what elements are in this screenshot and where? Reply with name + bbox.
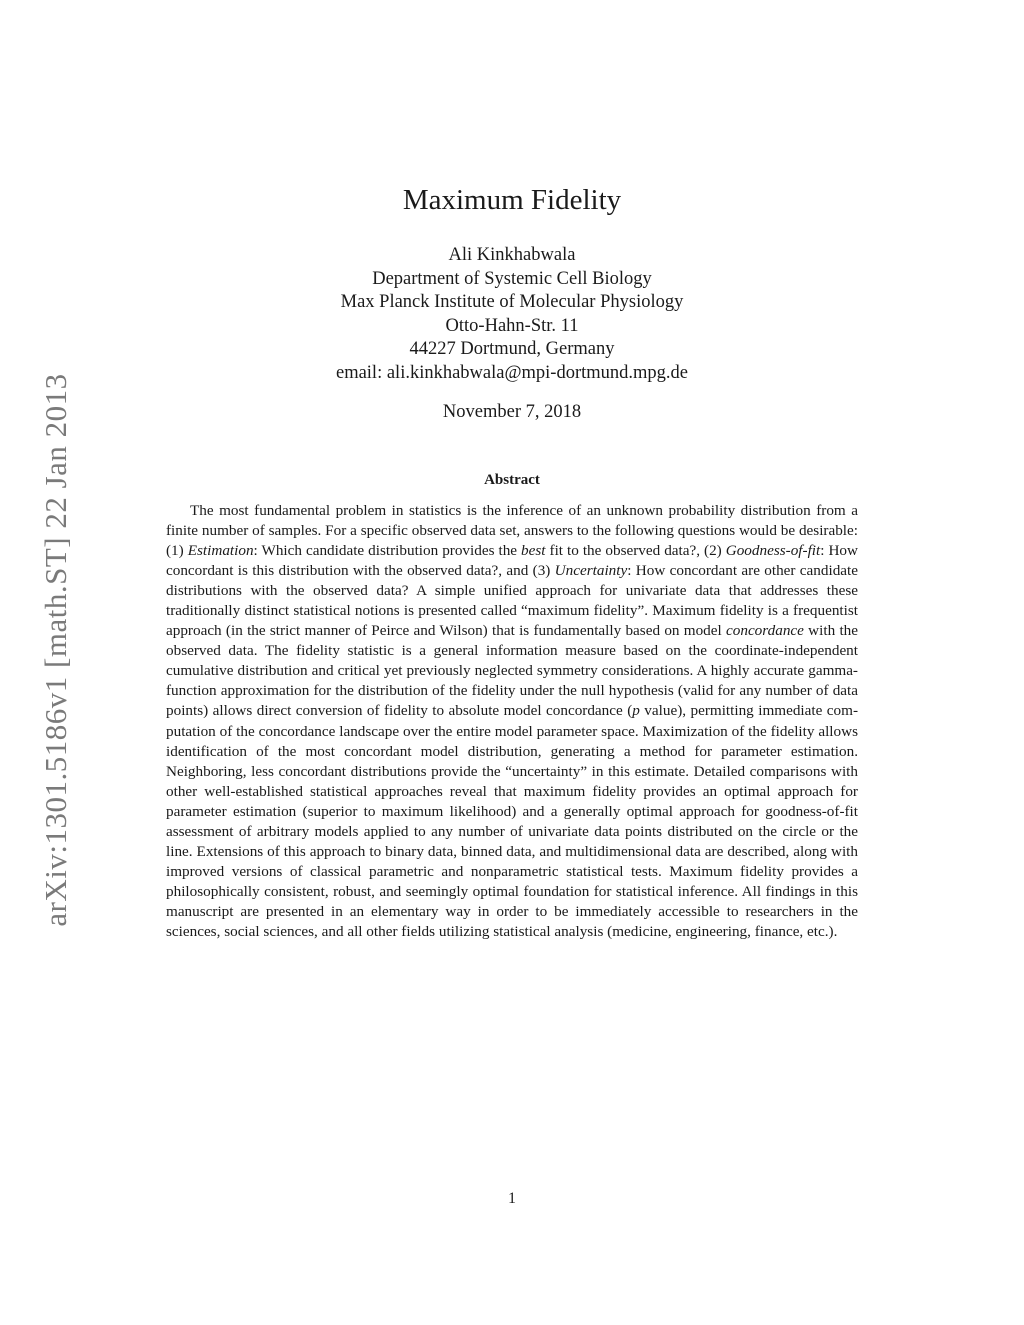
author-email: email: ali.kinkhabwala@mpi-dortmund.mpg.de — [335, 362, 688, 383]
author-name: Ali Kinkhabwala — [448, 245, 576, 265]
page-number: 1 — [508, 1190, 516, 1207]
abstract-text: The most fundamental problem in statistics is the inference of an unknown probability distribution from a finite number of samples. For a specific observed data set, answers to the following questions would be desirable: (1) — [166, 502, 858, 560]
author-street: Otto-Hahn-Str. 11 — [445, 315, 579, 336]
paper-title: Maximum Fidelity — [402, 184, 622, 216]
abstract-emphasis-concordance: concordance — [726, 622, 804, 640]
abstract-text: : How concordant is this distribution with the observed data?, and (3) — [166, 542, 858, 580]
arxiv-identifier-stamp: arXiv:1301.5186v1 [math.ST] 22 Jan 2013 — [38, 373, 73, 927]
author-institute: Max Planck Institute of Molecular Physiology — [340, 292, 684, 312]
abstract-emphasis-uncertainty: Uncertainty — [554, 562, 628, 580]
abstract-text: fit to the observed data?, (2) — [545, 542, 726, 560]
author-block — [0, 244, 1024, 385]
abstract-emphasis-estimation: Estimation — [187, 542, 254, 560]
abstract-body — [166, 501, 858, 942]
abstract-emphasis-goodness-of-fit: Goodness-of-fit — [725, 542, 821, 560]
author-department: Department of Systemic Cell Biology — [372, 268, 652, 289]
abstract-text: with the observed data. The fidelity statistic is a general information measure based on the coordinate-independent cumulative distribution and critical yet previously neglected symmetry considerations. A highly accurate gamma-function approximation for the distribution of the fidelity under the null hypothesis (valid for any number of data points) allows direct conversion of fidelity to absolute model concordance ( — [166, 622, 858, 720]
abstract-text: : Which candidate distribution provides the — [253, 542, 522, 560]
abstract-heading: Abstract — [484, 472, 540, 488]
paper-date: November 7, 2018 — [442, 402, 582, 422]
abstract-emphasis-best: best — [521, 542, 546, 560]
abstract-text: : How concordant are other candidate distributions with the observed data? A simple unified approach for univariate data that addresses these traditionally distinct statistical notions is presented called “maximum fidelity”. Maximum fidelity is a frequentist approach (in the strict manner of Peirce and Wilson) that is fundamentally based on model — [166, 562, 858, 640]
author-city: 44227 Dortmund, Germany — [409, 339, 615, 359]
abstract-emphasis-p: p — [632, 702, 640, 720]
abstract-text: value), permitting immediate computation of the concordance landscape over the entire model parameter space. Maximization of the fidelity allows identification of the most concordant model distribution, generating a method for parameter estimation. Neighboring, less concordant distributions provide the “uncertainty” in this estimate. Detailed comparisons with other well-established statistical approaches reveal that maximum fidelity provides an optimal approach for parameter estimation (superior to maximum likelihood) and a generally optimal approach for goodness-of-fit assessment of arbitrary models applied to any number of univariate data points distributed on the circle or the line. Extensions of this approach to binary data, binned data, and multidimensional data are described, along with improved versions of classical parametric and nonparametric statistical tests. Maximum fidelity provides a philosophically consistent, robust, and seemingly optimal foundation for statistical inference. All findings in this manuscript are presented in an elementary way in order to be immediately accessible to researchers in the sciences, social sciences, and all other fields utilizing statistical analysis (medicine, engineering, finance, etc.). — [166, 702, 858, 940]
